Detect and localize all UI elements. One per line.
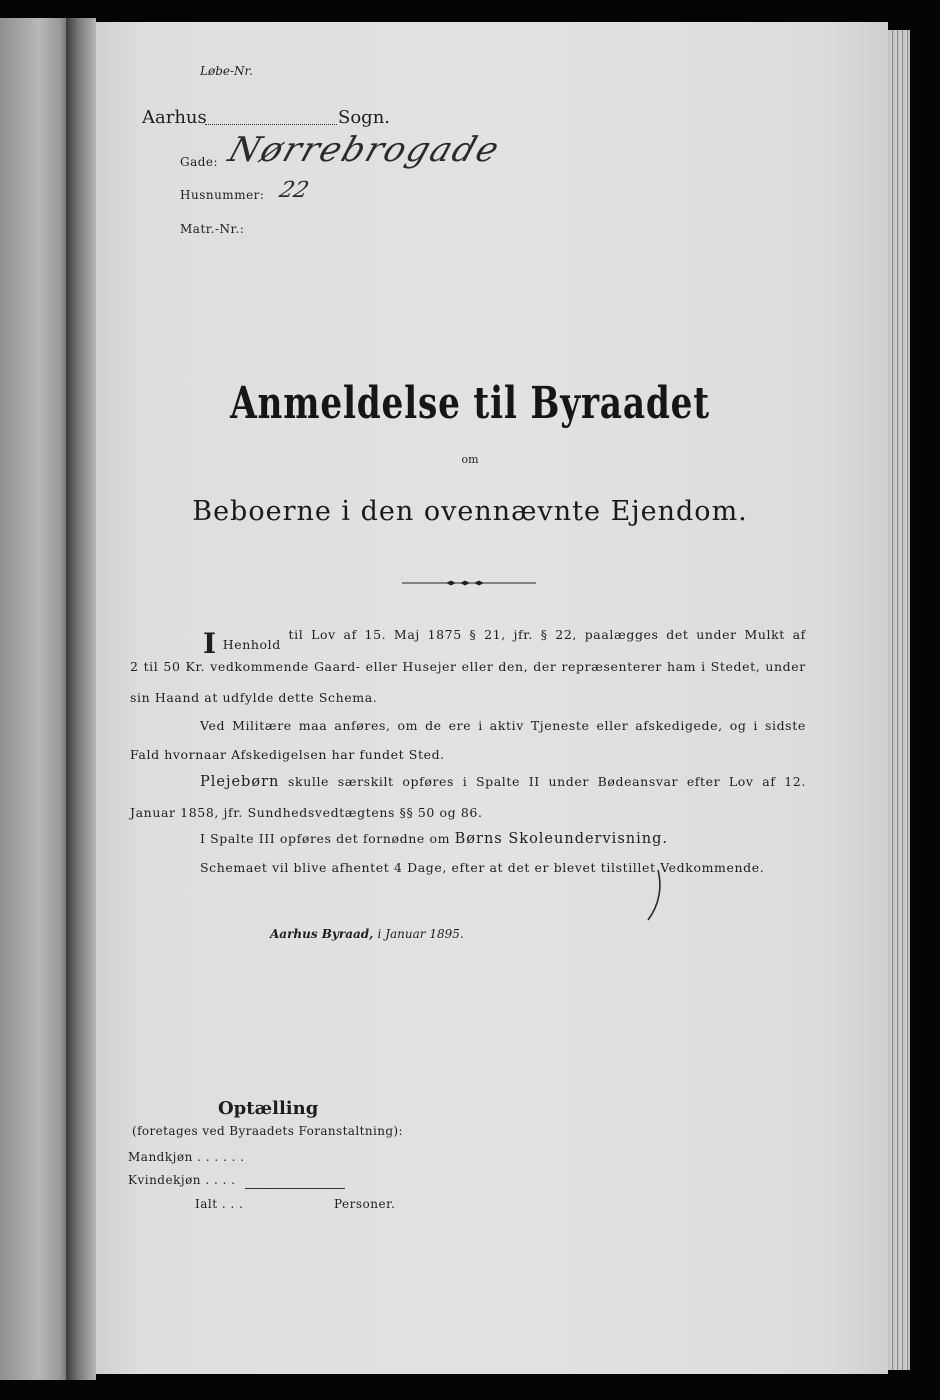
ornament-divider <box>402 580 536 586</box>
word: under <box>548 774 589 789</box>
word: Bødeansvar <box>597 774 679 789</box>
paragraph-2-line-1 <box>200 718 806 733</box>
word: sidste <box>764 718 806 733</box>
word: eller <box>596 718 629 733</box>
count-male-label: Mandkjøn . . . . . . <box>128 1150 245 1164</box>
word: om <box>397 718 419 733</box>
word: Stedet, <box>710 659 761 674</box>
word: opføres <box>402 774 455 789</box>
word: 1875 <box>427 627 462 642</box>
word: Militære <box>232 718 292 733</box>
word: § <box>540 627 548 642</box>
dropcap-line <box>203 627 281 660</box>
word: efter <box>686 774 721 789</box>
word: i <box>701 659 706 674</box>
word: § <box>469 627 477 642</box>
document-title: Anmeldelse til Byraadet <box>230 378 710 429</box>
sogn-label: Sogn. <box>338 107 391 128</box>
word: Ved <box>200 718 226 733</box>
sum-line <box>245 1188 345 1189</box>
lobe-nr-label: Løbe-Nr. <box>200 64 253 78</box>
word: Tjeneste <box>530 718 590 733</box>
left-facing-page <box>0 18 70 1380</box>
paragraph-1-line-2 <box>130 659 806 674</box>
issuer-name: Aarhus Byraad, <box>270 927 374 941</box>
word: Lov <box>728 774 754 789</box>
word: under <box>765 659 806 674</box>
husnummer-handwritten-value: 22 <box>276 178 312 203</box>
issuer-signature <box>270 927 464 941</box>
husnummer-label: Husnummer: <box>180 188 265 202</box>
pencil-mark <box>640 868 670 924</box>
word: Kr. <box>185 659 206 674</box>
word: af <box>762 774 776 789</box>
paragraph-1-line-3: sin Haand at udfylde dette Schema. <box>130 690 378 705</box>
dropcap: I <box>203 627 217 660</box>
word: 22, <box>555 627 577 642</box>
count-female-label: Kvindekjøn . . . . <box>128 1173 236 1187</box>
word: Mulkt <box>744 627 785 642</box>
matr-nr-label: Matr.-Nr.: <box>180 222 245 236</box>
word: eller <box>365 659 398 674</box>
paragraph-1-line-1 <box>203 627 806 660</box>
word: ere <box>448 718 472 733</box>
word: 21, <box>484 627 506 642</box>
word: repræsenterer <box>561 659 662 674</box>
gade-handwritten-value: Nørrebrogade <box>223 130 506 170</box>
paragraph-2-line-2: Fald hvornaar Afskedigelsen har fundet Sted. <box>130 747 445 762</box>
word: 12. <box>784 774 806 789</box>
word: det <box>666 627 689 642</box>
count-heading: Optælling <box>218 1098 319 1119</box>
word: den, <box>498 659 529 674</box>
count-total-label: Ialt . . . <box>195 1197 244 1211</box>
emphasized-phrase: Børns Skoleundervisning. <box>454 831 668 847</box>
word: og <box>729 718 747 733</box>
word: anføres, <box>334 718 391 733</box>
word: Lov <box>311 627 336 642</box>
word: paalægges <box>584 627 659 642</box>
word: afskedigede, <box>635 718 723 733</box>
word: af <box>792 627 806 642</box>
paragraph-5: Schemaet vil blive afhentet 4 Dage, efter at det er blevet tilstillet Vedkommende. <box>200 860 765 875</box>
paragraph-4-text: I Spalte III opføres det fornødne om <box>200 831 451 846</box>
word: II <box>528 774 540 789</box>
paragraph-3-line-1 <box>200 774 806 790</box>
word: til <box>143 659 159 674</box>
word: ham <box>666 659 697 674</box>
emphasized-word: Plejebørn <box>200 774 280 790</box>
word: skulle <box>288 774 330 789</box>
word: til <box>288 627 304 642</box>
word: maa <box>298 718 328 733</box>
paragraph-3-line-2: Januar 1858, jfr. Sundhedsvedtægtens §§ 50 og 86. <box>130 805 483 820</box>
count-subheading: (foretages ved Byraadets Foranstaltning): <box>132 1124 403 1138</box>
word: de <box>425 718 442 733</box>
count-persons-label: Personer. <box>334 1197 396 1211</box>
issue-date: i Januar 1895. <box>377 927 464 941</box>
word: særskilt <box>337 774 394 789</box>
sogn-dotted-line <box>205 124 337 125</box>
document-subtitle: Beboerne i den ovennævnte Ejendom. <box>192 496 748 527</box>
word: vedkommende <box>210 659 309 674</box>
book-gutter <box>66 18 96 1380</box>
word: eller <box>461 659 494 674</box>
gade-label: Gade: <box>180 155 219 169</box>
word: Henhold <box>222 637 281 652</box>
word: Spalte <box>475 774 521 789</box>
word: i <box>478 718 483 733</box>
word: Maj <box>393 627 420 642</box>
word: Gaard- <box>313 659 361 674</box>
word: jfr. <box>513 627 533 642</box>
word: i <box>753 718 758 733</box>
word: i <box>462 774 468 789</box>
word: under <box>696 627 737 642</box>
word: Husejer <box>402 659 457 674</box>
city-label: Aarhus <box>142 107 207 128</box>
word: 15. <box>364 627 387 642</box>
word: der <box>533 659 557 674</box>
word: af <box>343 627 357 642</box>
word: 50 <box>163 659 181 674</box>
word: aktiv <box>489 718 524 733</box>
word: 2 <box>130 659 139 674</box>
paragraph-4 <box>200 831 668 847</box>
title-connector: om <box>461 453 479 466</box>
